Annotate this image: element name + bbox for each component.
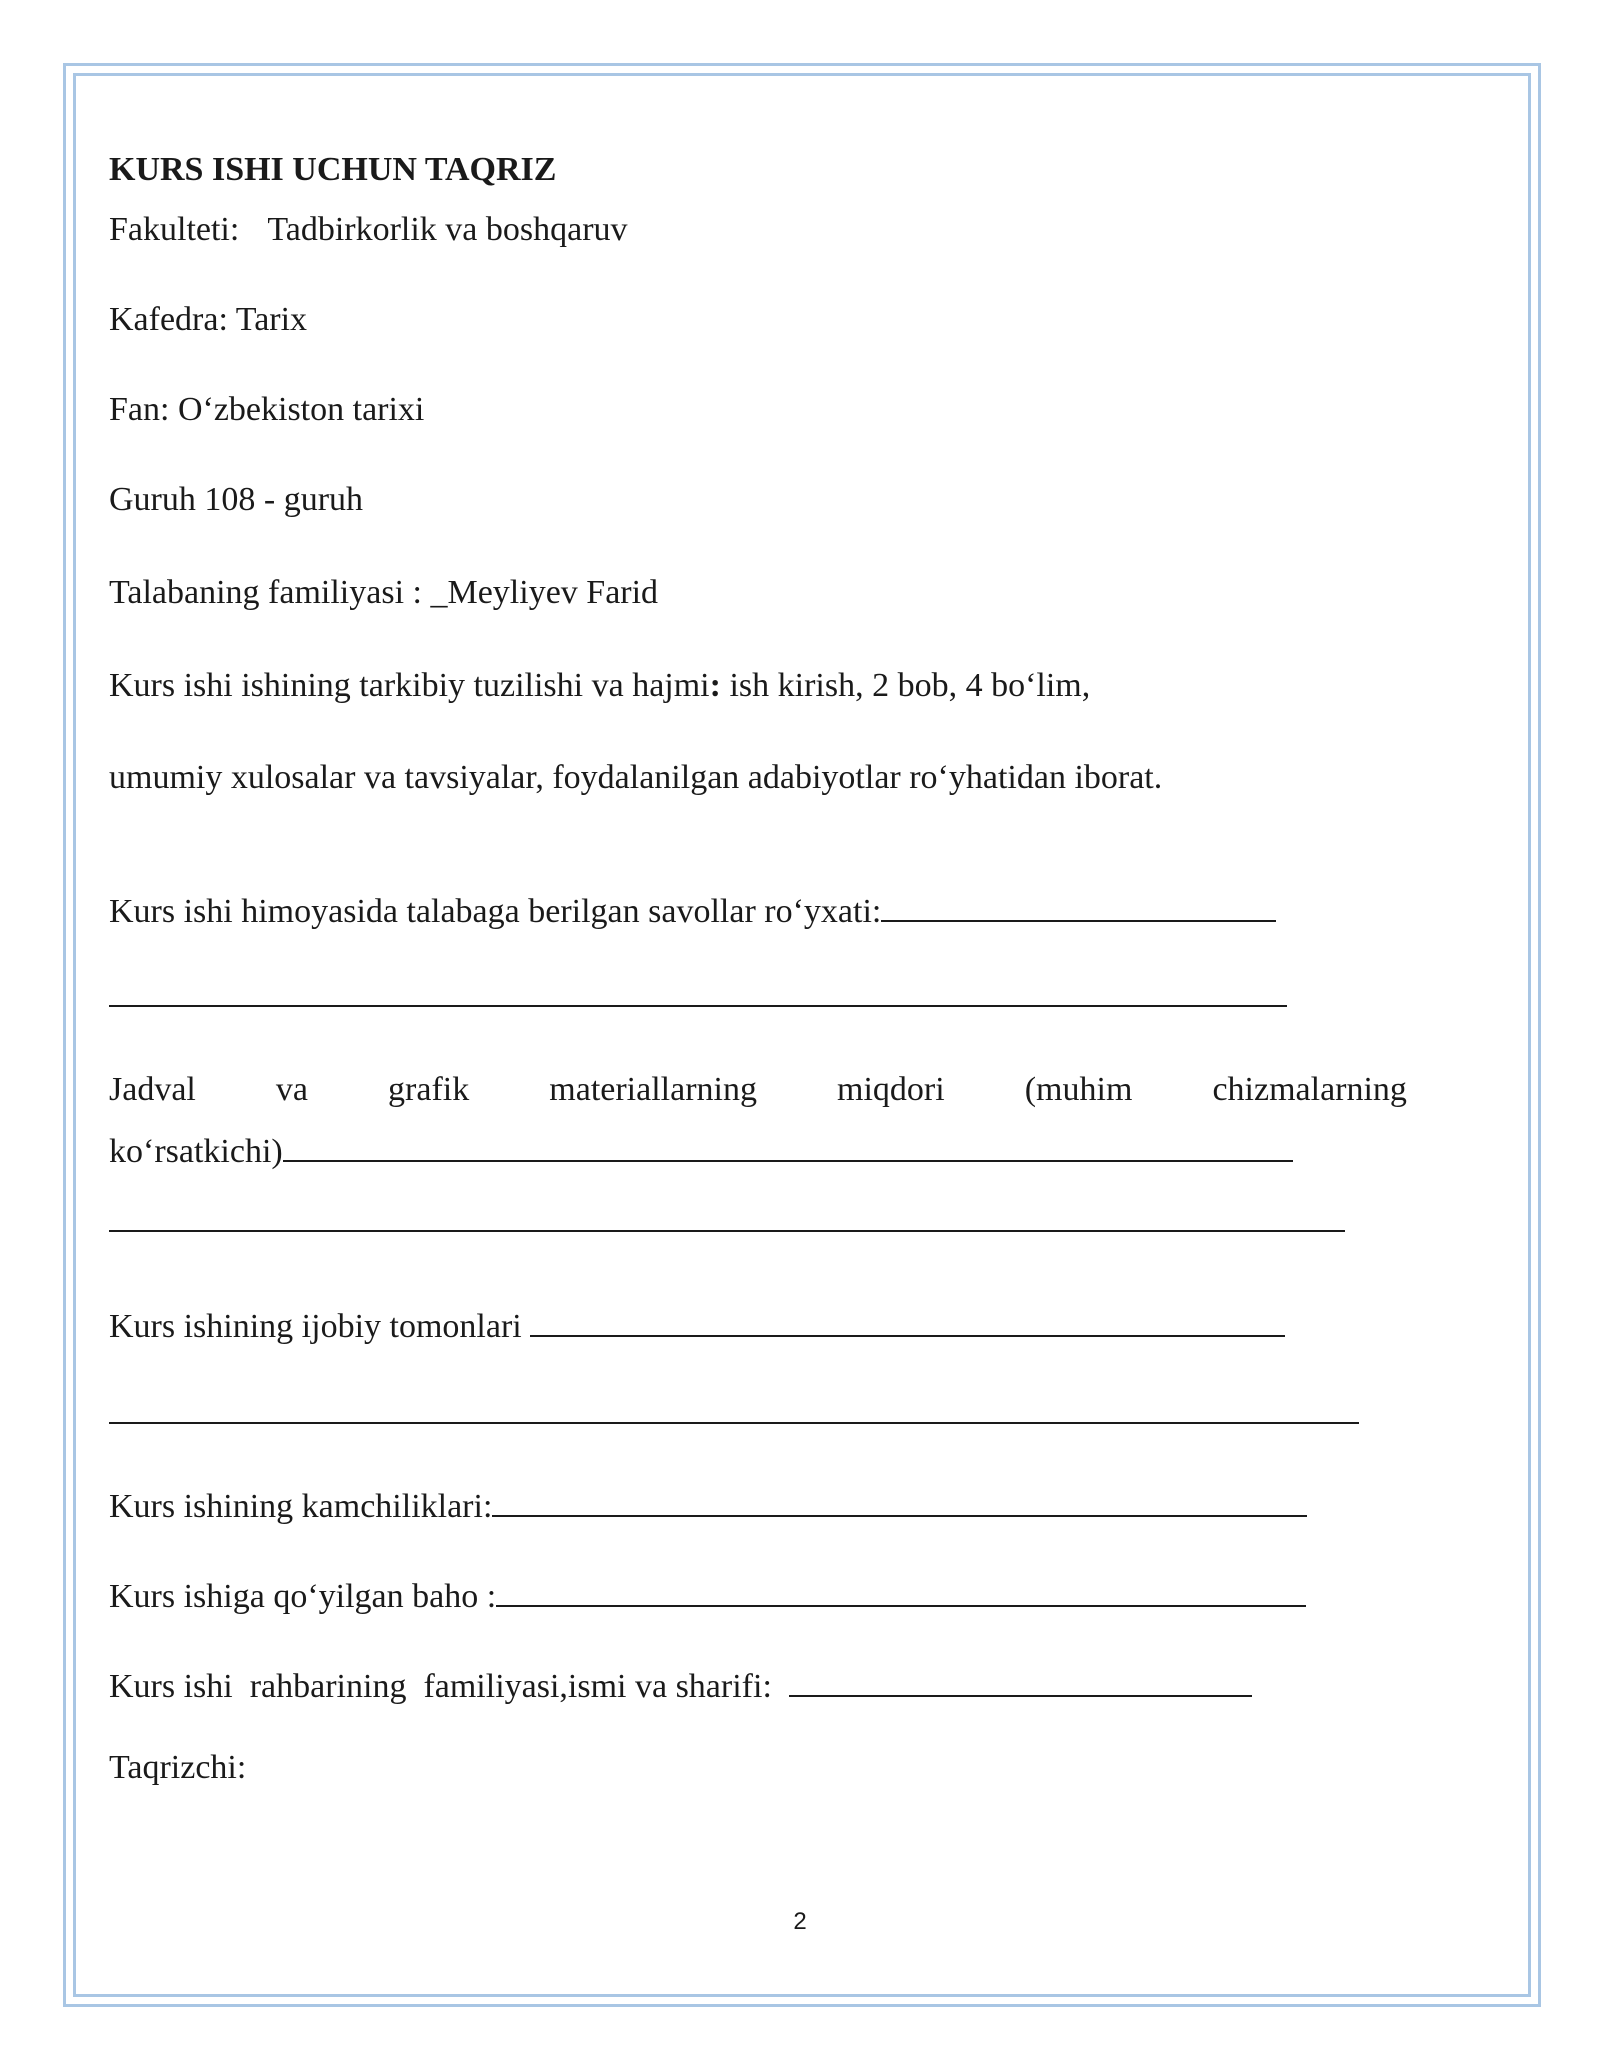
- faculty-row: [109, 210, 628, 250]
- page-number: 2: [793, 1908, 807, 1935]
- positive-blank-2: [109, 1392, 1359, 1424]
- structure-colon: :: [709, 667, 721, 704]
- grade-blank: [496, 1575, 1306, 1607]
- materials-word: Jadval: [109, 1071, 196, 1108]
- positive-row: [109, 1305, 1285, 1347]
- supervisor-label: Kurs ishi rahbarining familiyasi,ismi va sharifi:: [109, 1668, 789, 1705]
- questions-blank-row: [109, 975, 1287, 1017]
- faculty-label: Fakulteti:: [109, 211, 240, 248]
- shortcomings-row: [109, 1485, 1307, 1527]
- student-label: Talabaning familiyasi :: [109, 574, 431, 611]
- structure-continuation: umumiy xulosalar va tavsiyalar, foydalanilgan adabiyotlar ro‘yhatidan iborat.: [109, 759, 1163, 796]
- materials-word: chizmalarning: [1212, 1071, 1407, 1108]
- materials-word: miqdori: [837, 1071, 945, 1108]
- materials-blank-2: [109, 1200, 1345, 1232]
- supervisor-row: [109, 1665, 1252, 1707]
- materials-blank-1: [283, 1130, 1293, 1162]
- page-border-inner: [73, 73, 1531, 1997]
- questions-blank-2: [109, 975, 1287, 1007]
- materials-word: grafik: [388, 1071, 470, 1108]
- shortcomings-blank: [492, 1485, 1307, 1517]
- materials-blank-row: [109, 1200, 1345, 1242]
- materials-word: va: [275, 1071, 308, 1108]
- grade-row: [109, 1575, 1306, 1617]
- structure-label: Kurs ishi ishining tarkibiy tuzilishi va hajmi: [109, 667, 710, 704]
- reviewer-row: Taqrizchi:: [109, 1749, 247, 1786]
- positive-label: Kurs ishining ijobiy tomonlari: [109, 1308, 531, 1345]
- materials-word: (muhim: [1024, 1071, 1133, 1108]
- student-value: _Meyliyev Farid: [430, 574, 659, 611]
- structure-value: ish kirish, 2 bob, 4 bo‘lim,: [720, 667, 1091, 704]
- student-row: [109, 573, 658, 613]
- materials-word: materiallarning: [549, 1071, 757, 1108]
- department-row: Kafedra: Tarix: [109, 301, 308, 338]
- supervisor-blank: [789, 1665, 1252, 1697]
- questions-row: [109, 890, 1276, 932]
- positive-blank-1: [530, 1305, 1285, 1337]
- materials-continuation: [109, 1130, 1293, 1172]
- questions-blank-1: [881, 890, 1276, 922]
- materials-cont-label: ko‘rsatkichi): [109, 1133, 283, 1170]
- materials-row: [109, 1070, 1407, 1110]
- structure-row: [109, 666, 1090, 706]
- grade-label: Kurs ishiga qo‘yilgan baho :: [109, 1578, 497, 1615]
- positive-blank-row: [109, 1392, 1359, 1434]
- document-title: KURS ISHI UCHUN TAQRIZ: [109, 151, 557, 188]
- faculty-value: Tadbirkorlik va boshqaruv: [267, 211, 628, 248]
- subject-row: Fan: O‘zbekiston tarixi: [109, 391, 425, 428]
- questions-label: Kurs ishi himoyasida talabaga berilgan savollar ro‘yxati:: [109, 893, 882, 930]
- shortcomings-label: Kurs ishining kamchiliklari:: [109, 1488, 493, 1525]
- group-row: Guruh 108 - guruh: [109, 481, 364, 518]
